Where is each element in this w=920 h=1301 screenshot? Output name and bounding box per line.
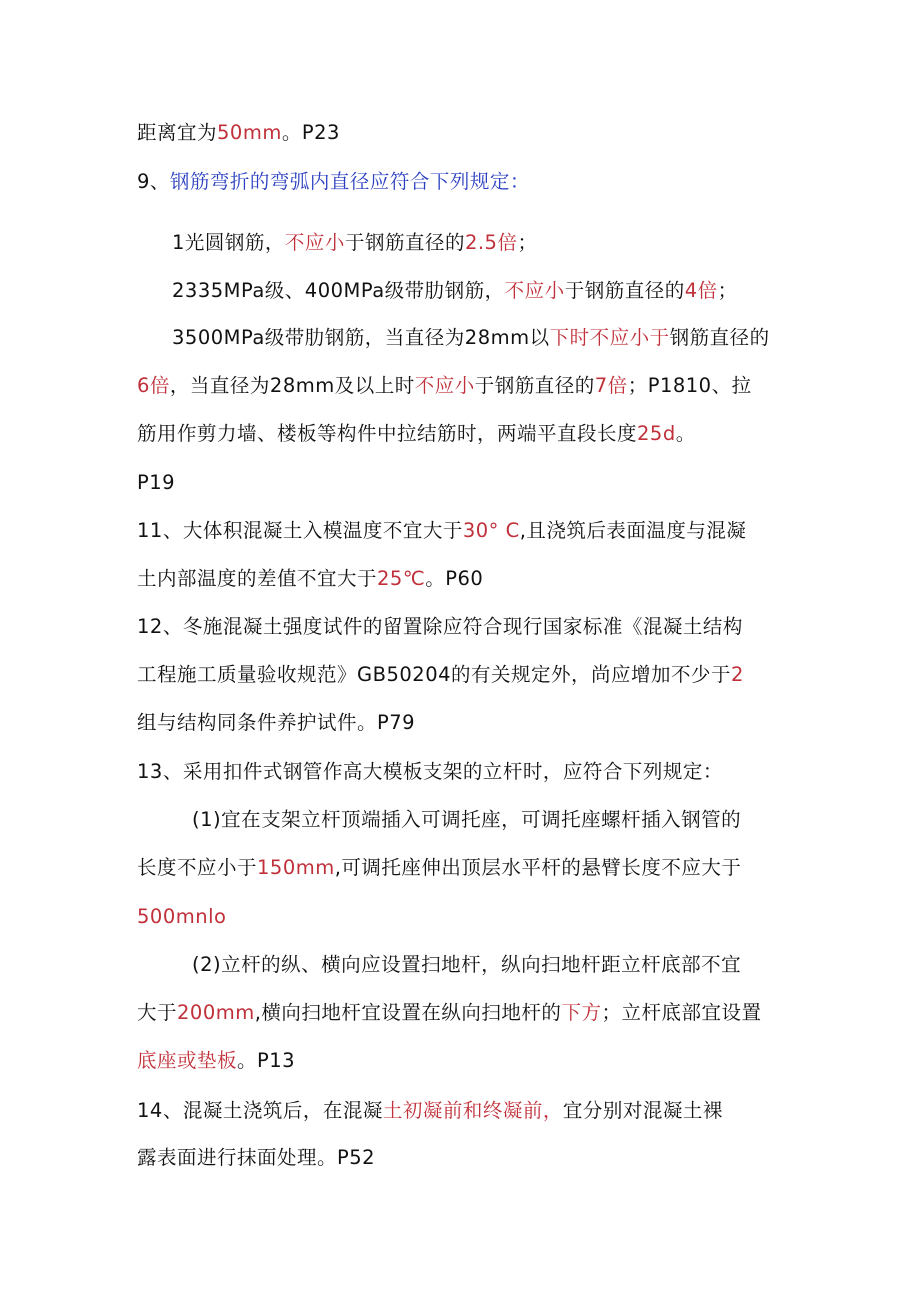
highlight-text: 500mnlo — [137, 905, 227, 928]
text: 14、混凝土浇筑后，在混凝 — [137, 1099, 383, 1122]
text: 于钢筋直径的 — [344, 231, 465, 254]
highlight-text: 25d — [637, 422, 676, 445]
text: 土内部温度的差值不宜大于 — [137, 567, 378, 590]
highlight-text: 不应小 — [504, 279, 565, 302]
text-line — [137, 998, 787, 1028]
text: 。P23 — [281, 121, 340, 144]
highlight-text: 150mm — [257, 856, 335, 879]
text: 。P13 — [237, 1049, 296, 1072]
highlight-text: 底座或垫板 — [137, 1049, 238, 1072]
text-line — [172, 323, 822, 353]
text: ；P1810、拉 — [627, 374, 752, 397]
highlight-text: 30° C — [462, 519, 520, 542]
text: 工程施工质量验收规范》GB50204的有关规定外，尚应增加不少于 — [137, 663, 732, 686]
highlight-text: 4倍 — [684, 279, 718, 302]
text: 于钢筋直径的 — [564, 279, 685, 302]
text: ，当直径为28mm及以上时 — [169, 374, 415, 397]
highlight-text: 6倍 — [137, 374, 170, 397]
text-line — [172, 276, 822, 306]
highlight-text: 2.5倍 — [464, 231, 518, 254]
item-12 — [137, 612, 787, 642]
highlight-text: 下方 — [561, 1001, 602, 1024]
text-line — [172, 228, 822, 258]
text: 长度不应小于 — [137, 856, 258, 879]
highlight-text: 25℃ — [377, 567, 426, 590]
text: 。 — [675, 422, 696, 445]
text: 13、采用扣件式钢管作高大模板支架的立杆时，应符合下列规定： — [137, 760, 723, 783]
text-line — [137, 371, 787, 401]
text: 距离宜为 — [137, 121, 218, 144]
text: 宜分别对混凝土裸 — [562, 1099, 723, 1122]
text: 2335MPa级、400MPa级带肋钢筋， — [172, 279, 505, 302]
text-line — [137, 468, 787, 498]
text-line — [137, 853, 787, 883]
highlight-text: 7倍 — [594, 374, 628, 397]
item-9-heading — [137, 167, 787, 197]
text-line — [137, 1046, 787, 1076]
highlight-text: 不应小 — [414, 374, 475, 397]
item-14 — [137, 1096, 787, 1126]
text: ,且浇筑后表面温度与混凝 — [519, 519, 747, 542]
text: ；立杆底部宜设置 — [601, 1001, 762, 1024]
text-line — [137, 1143, 787, 1173]
text: ； — [517, 231, 538, 254]
text: 3500MPa级带肋钢筋，当直径为28mm以 — [172, 326, 550, 349]
highlight-text: 不应小 — [284, 231, 345, 254]
sub-item-1 — [192, 805, 842, 835]
text: ； — [717, 279, 738, 302]
text: 组与结构同条件养护试件。P79 — [137, 711, 416, 734]
highlight-text: 2 — [731, 663, 744, 686]
text: (1)宜在支架立杆顶端插入可调托座，可调托座螺杆插入钢管的 — [192, 808, 742, 831]
text: 钢筋直径的 — [669, 326, 770, 349]
text: 。P60 — [425, 567, 484, 590]
text: (2)立杆的纵、横向应设置扫地杆，纵向扫地杆距立杆底部不宜 — [192, 953, 742, 976]
text: 露表面进行抹面处理。P52 — [137, 1146, 376, 1169]
item-11 — [137, 516, 787, 546]
sub-item-2 — [192, 950, 842, 980]
text: ,横向扫地杆宜设置在纵向扫地杆的 — [254, 1001, 562, 1024]
text: 大于 — [137, 1001, 178, 1024]
text-line — [137, 708, 787, 738]
text: 筋用作剪力墙、楼板等构件中拉结筋时，两端平直段长度 — [137, 422, 638, 445]
item-13 — [137, 757, 787, 787]
text-line — [137, 902, 787, 932]
text-line — [137, 660, 787, 690]
highlight-text: 200mm — [177, 1001, 255, 1024]
text: 11、大体积混凝土入模温度不宜大于 — [137, 519, 463, 542]
highlight-text: 50mm — [217, 121, 282, 144]
text-line — [137, 118, 787, 148]
text: 1光圆钢筋， — [172, 231, 285, 254]
item-number: 9、 — [137, 170, 170, 193]
heading-text: 钢筋弯折的弯弧内直径应符合下列规定： — [169, 170, 530, 193]
text: 12、冬施混凝土强度试件的留置除应符合现行国家标准《混凝土结构 — [137, 615, 743, 638]
text: ,可调托座伸出顶层水平杆的悬臂长度不应大于 — [334, 856, 742, 879]
highlight-text: 土初凝前和终凝前， — [382, 1099, 563, 1122]
text-line — [137, 564, 787, 594]
text-line — [137, 419, 787, 449]
text: 于钢筋直径的 — [474, 374, 595, 397]
highlight-text: 下时不应小于 — [549, 326, 670, 349]
page-reference: P19 — [137, 471, 176, 494]
